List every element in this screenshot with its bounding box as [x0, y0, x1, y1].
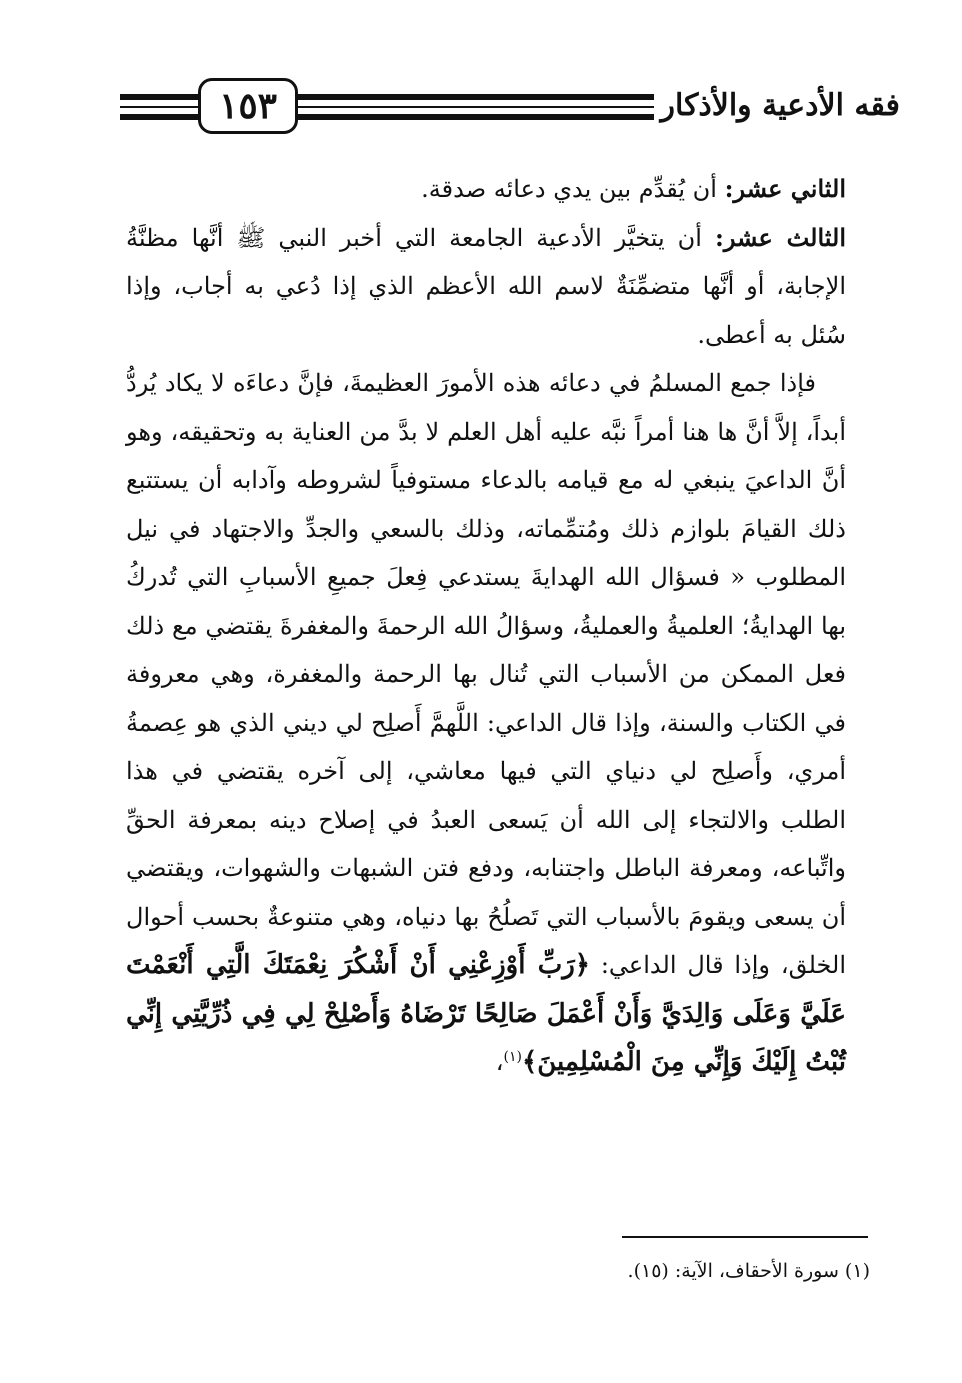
book-title: فقه الأدعية والأذكار: [654, 88, 900, 123]
footnote: (١) سورة الأحقاف، الآية: (١٥).: [627, 1260, 870, 1282]
paragraph-end: ،: [495, 1048, 504, 1076]
paragraph-lead: الثالث عشر:: [715, 222, 846, 252]
paragraph-main: [126, 359, 846, 1087]
paragraph-text: أن يتخيَّر الأدعية الجامعة التي أخبر النبي ﷺ أنَّها مظنَّةُ الإجابة، أو أنَّها متضمِّنَةٌ لاسم الله الأعظم الذي إذا دُعي به أجاب، وإذا سُئل به أعطى.: [126, 223, 846, 349]
page-header: [120, 72, 900, 142]
paragraph-thirteenth: [126, 214, 846, 360]
paragraph-twelfth: [126, 165, 846, 214]
main-text: [126, 165, 846, 1087]
paragraph-text: أن يُقدِّم بين يدي دعائه صدقة.: [421, 175, 725, 203]
footnote-reference[interactable]: (١): [503, 1049, 522, 1065]
page-number: ١٥٣: [198, 78, 298, 134]
footnote-separator: [622, 1236, 868, 1238]
paragraph-lead: الثاني عشر:: [724, 174, 846, 203]
quran-verse: ﴿رَبِّ أَوْزِعْنِي أَنْ أَشْكُرَ نِعْمَتَكَ الَّتِي أَنْعَمْتَ عَلَيَّ وَعَلَى وَالِدَيَّ وَأَنْ أَعْمَلَ صَالِحًا تَرْضَاهُ وَأَصْلِحْ لِي فِي ذُرِّيَّتِي إِنِّي تُبْتُ إِلَيْكَ وَإِنِّي مِنَ الْمُسْلِمِينَ﴾: [126, 950, 846, 1077]
paragraph-text: فإذا جمع المسلمُ في دعائه هذه الأمورَ العظيمةَ، فإنَّ دعاءَه لا يكاد يُردُّ أبداً، إلاَّ أنَّ ها هنا أمراً نبَّه عليه أهل العلم لا بدَّ من العناية به وتحقيقه، وهو أنَّ الداعيَ ينبغي له مع قيامه بالدعاء مستوفياً لشروطه وآدابه أن يستتبع ذلك القيامَ بلوازم ذلك ومُتمِّماته، وذلك بالسعي والجدِّ والاجتهاد في نيل المطلوب « فسؤال الله الهدايةَ يستدعي فِعلَ جميعِ الأسبابِ التي تُدركُ بها الهدايةُ؛ العلميةُ والعمليةُ، وسؤالُ الله الرحمةَ والمغفرةَ يقتضي مع ذلك فعل الممكن من الأسباب التي تُنال بها الرحمة والمغفرة، وهي معروفة في الكتاب والسنة، وإذا قال الداعي: اللَّهمَّ أَصلِح لي ديني الذي هو عِصمةُ أمري، وأَصلِح لي دنياي التي فيها معاشي، إلى آخره يقتضي في هذا الطلب والالتجاء إلى الله أن يَسعى العبدُ في إصلاح دينه بمعرفة الحقِّ واتِّباعه، ومعرفة الباطل واجتنابه، ودفع فتن الشبهات والشهوات، ويقتضي أن يسعى ويقومَ بالأسباب التي تَصلُحُ بها دنياه، وهي متنوعةٌ بحسب أحوال الخلق، وإذا قال الداعي:: [126, 369, 847, 979]
